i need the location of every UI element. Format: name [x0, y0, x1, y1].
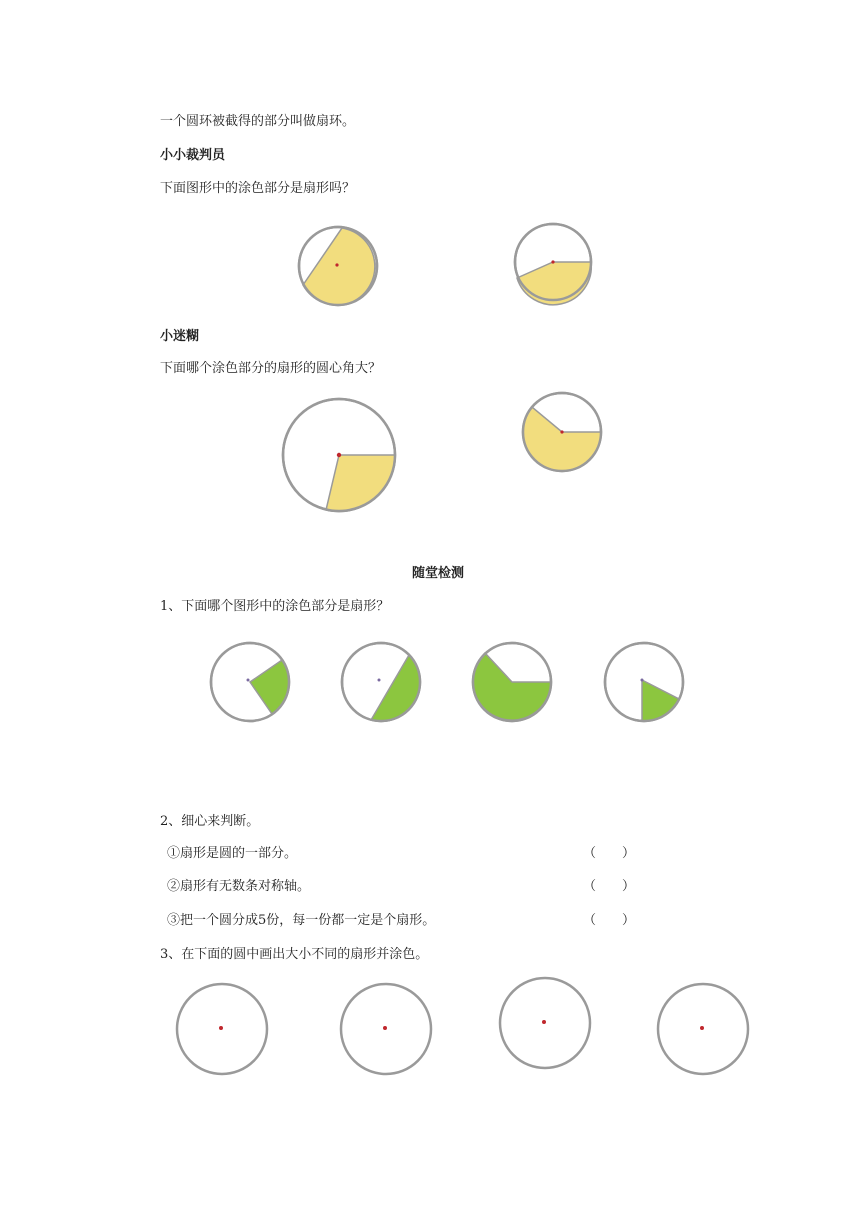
- intro-line: 一个圆环被截得的部分叫做扇环。: [160, 114, 356, 129]
- quiz-q2-item-3: ③把一个圆分成5份，每一份都一定是个扇形。: [167, 913, 436, 928]
- quiz-q1-figure-d: [602, 640, 686, 724]
- quiz-q2-item-3-answer-blank[interactable]: （ ）: [583, 913, 636, 928]
- section-judge-question: 下面图形中的涂色部分是扇形吗？: [160, 181, 356, 196]
- figure-confuse-large: [280, 396, 398, 514]
- quiz-q3: 3、在下面的圆中画出大小不同的扇形并涂色。: [160, 947, 429, 962]
- quiz-q1-figure-a: [208, 640, 292, 724]
- quiz-q2-item-2-answer-blank[interactable]: （ ）: [583, 879, 636, 894]
- section-confuse-title: 小迷糊: [160, 329, 200, 344]
- quiz-q3-blank-circle-2[interactable]: [337, 980, 435, 1078]
- quiz-q3-blank-circle-4[interactable]: [654, 980, 752, 1078]
- quiz-q2-item-1: ①扇形是圆的一部分。: [167, 846, 298, 861]
- quiz-title: 随堂检测: [412, 566, 465, 581]
- section-judge-title: 小小裁判员: [160, 148, 226, 163]
- quiz-q2: 2、细心来判断。: [160, 814, 260, 829]
- quiz-q2-item-1-answer-blank[interactable]: （ ）: [583, 846, 636, 861]
- figure-confuse-small: [520, 390, 604, 474]
- quiz-q1-figure-b: [339, 640, 423, 724]
- quiz-q3-blank-circle-3[interactable]: [496, 974, 594, 1072]
- figure-judge-1: [296, 224, 380, 308]
- figure-judge-2: [512, 221, 594, 303]
- quiz-q2-item-2: ②扇形有无数条对称轴。: [167, 879, 311, 894]
- quiz-q3-blank-circle-1[interactable]: [173, 980, 271, 1078]
- quiz-q1-figure-c: [470, 640, 554, 724]
- section-confuse-question: 下面哪个涂色部分的扇形的圆心角大？: [160, 361, 382, 376]
- quiz-q1: 1、下面哪个图形中的涂色部分是扇形？: [160, 599, 390, 614]
